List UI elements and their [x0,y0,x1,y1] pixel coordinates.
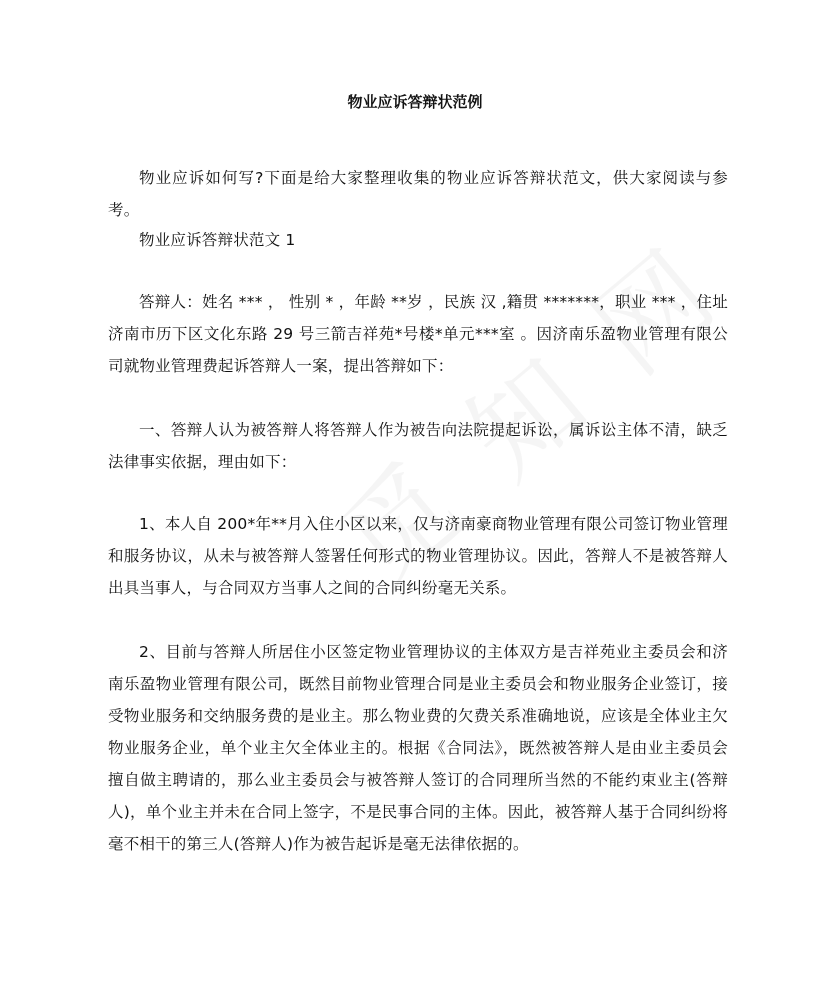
reason-two-paragraph: 2、目前与答辩人所居住小区签定物业管理协议的主体双方是吉祥苑业主委员会和济南乐盈物业管理有限公司，既然目前物业管理合同是业主委员会和物业服务企业签订，接受物业服务和交纳服务费的是业主。那么物业费的欠费关系准确地说，应该是全体业主欠物业服务企业，单个业主欠全体业主的。根据《合同法》，既然被答辩人是由业主委员会擅自做主聘请的，那么业主委员会与被答辩人签订的合同理所当然的不能约束业主(答辩人)，单个业主并未在合同上签字，不是民事合同的主体。因此，被答辩人基于合同纠纷将毫不相干的第三人(答辩人)作为被告起诉是毫无法律依据的。 [108,642,728,853]
point-one-paragraph: 一、答辩人认为被答辩人将答辩人作为被告向法院提起诉讼，属诉讼主体不清，缺乏法律事实依据，理由如下： [108,420,728,471]
intro-paragraph: 物业应诉如何写?下面是给大家整理收集的物业应诉答辩状范文，供大家阅读与参考。 [108,168,728,219]
reason-one-paragraph: 1、本人自 200*年**月入住小区以来，仅与济南豪商物业管理有限公司签订物业管理和服务协议，从未与被答辩人签署任何形式的物业管理协议。因此，答辩人不是被答辩人出具当事人，与合同双方当事人之间的合同纠纷毫无关系。 [108,514,728,597]
document-title: 物业应诉答辩状范例 [347,93,483,111]
respondent-paragraph: 答辩人：姓名 *** ， 性别 * ，年龄 **岁 ，民族 汉 ,籍贯 *******，职业 *** ，住址 济南市历下区文化东路 29 号三箭吉祥苑*号楼*单元***室 。因济南乐盈物业管理有限公司就物业管理费起诉答辩人一案，提出答辩如下： [108,292,728,375]
sample-subtitle: 物业应诉答辩状范文 1 [139,230,296,249]
